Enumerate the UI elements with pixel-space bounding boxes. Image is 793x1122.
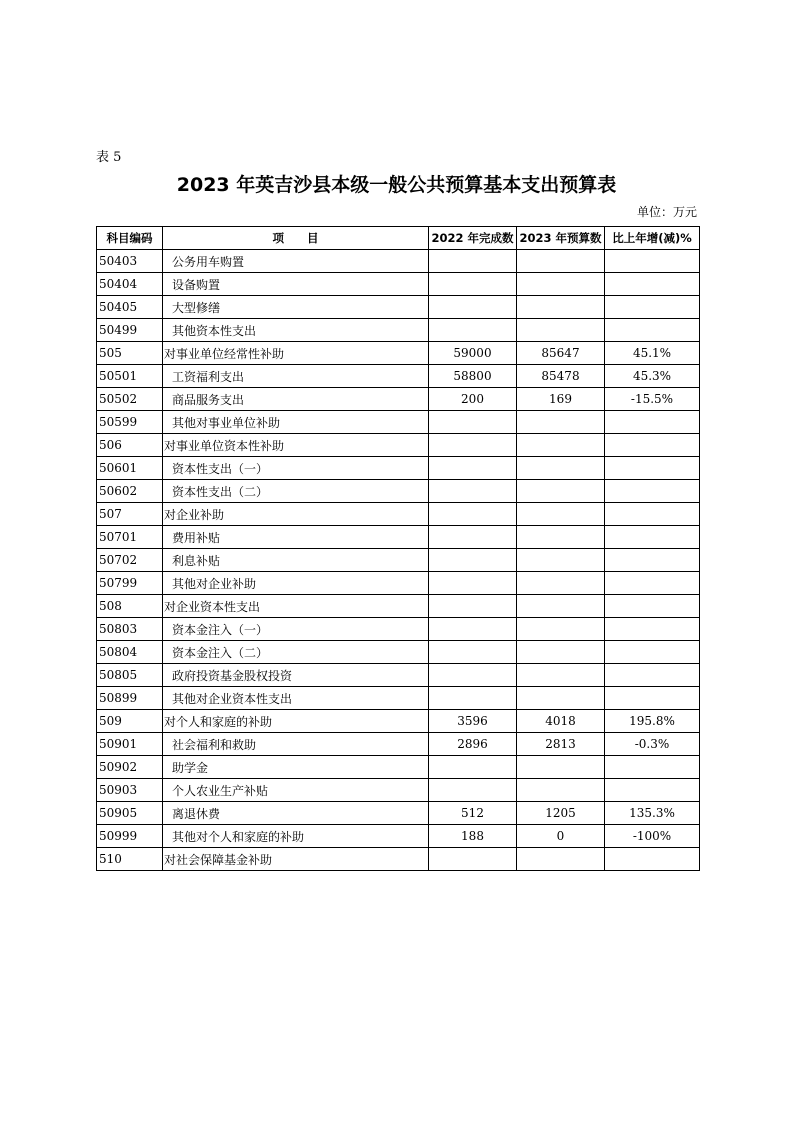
cell-2023-budget [517, 664, 605, 687]
cell-code: 507 [97, 503, 163, 526]
cell-code: 50599 [97, 411, 163, 434]
cell-change-percent: -0.3% [605, 733, 700, 756]
cell-2023-budget [517, 618, 605, 641]
cell-change-percent [605, 756, 700, 779]
cell-item-name: 其他对企业资本性支出 [163, 687, 429, 710]
cell-change-percent [605, 319, 700, 342]
cell-change-percent [605, 595, 700, 618]
cell-2022-actual [429, 687, 517, 710]
table-row [97, 480, 700, 503]
cell-2022-actual [429, 273, 517, 296]
cell-2023-budget [517, 250, 605, 273]
cell-code: 50899 [97, 687, 163, 710]
cell-item-name: 工资福利支出 [163, 365, 429, 388]
cell-item-name: 政府投资基金股权投资 [163, 664, 429, 687]
table-row [97, 342, 700, 365]
cell-2022-actual [429, 595, 517, 618]
table-row [97, 411, 700, 434]
cell-code: 50805 [97, 664, 163, 687]
cell-code: 50799 [97, 572, 163, 595]
table-row [97, 273, 700, 296]
unit-label: 单位：万元 [636, 205, 697, 219]
cell-2022-actual [429, 756, 517, 779]
table-row [97, 618, 700, 641]
cell-change-percent [605, 687, 700, 710]
cell-2022-actual [429, 641, 517, 664]
cell-change-percent [605, 434, 700, 457]
cell-change-percent [605, 572, 700, 595]
cell-2023-budget [517, 848, 605, 871]
cell-code: 50905 [97, 802, 163, 825]
cell-code: 50602 [97, 480, 163, 503]
cell-code: 50405 [97, 296, 163, 319]
cell-2023-budget: 85478 [517, 365, 605, 388]
cell-item-name: 对企业补助 [163, 503, 429, 526]
cell-code: 50501 [97, 365, 163, 388]
cell-code: 50901 [97, 733, 163, 756]
cell-change-percent [605, 618, 700, 641]
header-2022-actual: 2022 年完成数 [429, 227, 517, 250]
cell-2023-budget [517, 756, 605, 779]
cell-2022-actual [429, 457, 517, 480]
cell-code: 50701 [97, 526, 163, 549]
cell-2022-actual: 59000 [429, 342, 517, 365]
cell-item-name: 设备购置 [163, 273, 429, 296]
header-item: 项 目 [163, 227, 429, 250]
cell-2023-budget [517, 549, 605, 572]
cell-item-name: 对事业单位资本性补助 [163, 434, 429, 457]
cell-2023-budget [517, 319, 605, 342]
cell-2023-budget [517, 457, 605, 480]
cell-2023-budget: 2813 [517, 733, 605, 756]
cell-code: 508 [97, 595, 163, 618]
cell-change-percent: 45.1% [605, 342, 700, 365]
cell-code: 50902 [97, 756, 163, 779]
cell-2023-budget [517, 296, 605, 319]
cell-item-name: 其他对企业补助 [163, 572, 429, 595]
cell-item-name: 公务用车购置 [163, 250, 429, 273]
cell-2022-actual [429, 480, 517, 503]
table-row [97, 572, 700, 595]
header-2023-budget: 2023 年预算数 [517, 227, 605, 250]
cell-2022-actual [429, 618, 517, 641]
table-row [97, 733, 700, 756]
cell-code: 50803 [97, 618, 163, 641]
cell-2023-budget [517, 503, 605, 526]
cell-2022-actual [429, 848, 517, 871]
table-row [97, 503, 700, 526]
cell-code: 50999 [97, 825, 163, 848]
cell-2022-actual [429, 572, 517, 595]
header-code: 科目编码 [97, 227, 163, 250]
cell-2022-actual: 58800 [429, 365, 517, 388]
cell-item-name: 其他对事业单位补助 [163, 411, 429, 434]
cell-code: 505 [97, 342, 163, 365]
budget-table [96, 226, 700, 871]
table-row [97, 434, 700, 457]
table-row [97, 687, 700, 710]
cell-2022-actual [429, 434, 517, 457]
cell-2023-budget: 169 [517, 388, 605, 411]
cell-code: 509 [97, 710, 163, 733]
cell-change-percent: -15.5% [605, 388, 700, 411]
cell-2022-actual [429, 296, 517, 319]
cell-change-percent [605, 779, 700, 802]
table-row [97, 595, 700, 618]
cell-2023-budget: 1205 [517, 802, 605, 825]
cell-2022-actual [429, 549, 517, 572]
cell-2023-budget [517, 434, 605, 457]
cell-2022-actual: 2896 [429, 733, 517, 756]
table-row [97, 526, 700, 549]
table-row [97, 779, 700, 802]
table-row [97, 664, 700, 687]
cell-item-name: 社会福利和救助 [163, 733, 429, 756]
cell-2022-actual [429, 779, 517, 802]
cell-item-name: 其他对个人和家庭的补助 [163, 825, 429, 848]
cell-code: 50502 [97, 388, 163, 411]
cell-change-percent [605, 411, 700, 434]
table-row [97, 549, 700, 572]
cell-item-name: 利息补贴 [163, 549, 429, 572]
cell-item-name: 商品服务支出 [163, 388, 429, 411]
table-header-row [97, 227, 700, 250]
cell-2022-actual: 188 [429, 825, 517, 848]
cell-item-name: 对事业单位经常性补助 [163, 342, 429, 365]
cell-2022-actual [429, 526, 517, 549]
cell-2023-budget: 4018 [517, 710, 605, 733]
cell-code: 50804 [97, 641, 163, 664]
cell-2023-budget [517, 480, 605, 503]
cell-2023-budget [517, 526, 605, 549]
table-row [97, 457, 700, 480]
cell-code: 50601 [97, 457, 163, 480]
cell-change-percent [605, 848, 700, 871]
cell-item-name: 资本性支出（二） [163, 480, 429, 503]
table-row [97, 641, 700, 664]
cell-change-percent [605, 250, 700, 273]
cell-2023-budget [517, 411, 605, 434]
cell-2022-actual: 200 [429, 388, 517, 411]
cell-change-percent [605, 457, 700, 480]
cell-item-name: 费用补贴 [163, 526, 429, 549]
cell-2023-budget [517, 273, 605, 296]
cell-2022-actual: 512 [429, 802, 517, 825]
table-row [97, 388, 700, 411]
cell-2022-actual [429, 250, 517, 273]
table-row [97, 848, 700, 871]
cell-2023-budget [517, 572, 605, 595]
table-row [97, 825, 700, 848]
cell-change-percent [605, 549, 700, 572]
cell-change-percent [605, 641, 700, 664]
cell-2022-actual: 3596 [429, 710, 517, 733]
cell-2022-actual [429, 319, 517, 342]
cell-item-name: 助学金 [163, 756, 429, 779]
cell-code: 50403 [97, 250, 163, 273]
cell-2022-actual [429, 411, 517, 434]
table-row [97, 710, 700, 733]
cell-code: 50404 [97, 273, 163, 296]
cell-change-percent [605, 526, 700, 549]
cell-code: 50499 [97, 319, 163, 342]
page-title: 2023 年英吉沙县本级一般公共预算基本支出预算表 [176, 174, 617, 196]
cell-item-name: 资本金注入（一） [163, 618, 429, 641]
header-change-percent: 比上年增(减)% [605, 227, 700, 250]
cell-item-name: 对个人和家庭的补助 [163, 710, 429, 733]
cell-item-name: 离退休费 [163, 802, 429, 825]
cell-2023-budget: 0 [517, 825, 605, 848]
cell-code: 50702 [97, 549, 163, 572]
cell-change-percent: 45.3% [605, 365, 700, 388]
cell-2022-actual [429, 503, 517, 526]
cell-change-percent [605, 273, 700, 296]
cell-code: 510 [97, 848, 163, 871]
cell-change-percent: 135.3% [605, 802, 700, 825]
cell-item-name: 对社会保障基金补助 [163, 848, 429, 871]
cell-2023-budget: 85647 [517, 342, 605, 365]
table-row [97, 802, 700, 825]
cell-item-name: 资本金注入（二） [163, 641, 429, 664]
cell-2022-actual [429, 664, 517, 687]
table-row [97, 365, 700, 388]
cell-2023-budget [517, 779, 605, 802]
cell-change-percent [605, 480, 700, 503]
cell-item-name: 对企业资本性支出 [163, 595, 429, 618]
cell-code: 50903 [97, 779, 163, 802]
table-body [97, 250, 700, 871]
cell-code: 506 [97, 434, 163, 457]
cell-change-percent: 195.8% [605, 710, 700, 733]
table-row [97, 296, 700, 319]
cell-item-name: 大型修缮 [163, 296, 429, 319]
cell-item-name: 资本性支出（一） [163, 457, 429, 480]
cell-change-percent [605, 664, 700, 687]
cell-item-name: 其他资本性支出 [163, 319, 429, 342]
cell-2023-budget [517, 687, 605, 710]
cell-change-percent [605, 503, 700, 526]
cell-2023-budget [517, 595, 605, 618]
table-row [97, 250, 700, 273]
cell-change-percent [605, 296, 700, 319]
cell-change-percent: -100% [605, 825, 700, 848]
table-number-label: 表 5 [96, 150, 122, 165]
cell-2023-budget [517, 641, 605, 664]
table-row [97, 756, 700, 779]
cell-item-name: 个人农业生产补贴 [163, 779, 429, 802]
table-row [97, 319, 700, 342]
